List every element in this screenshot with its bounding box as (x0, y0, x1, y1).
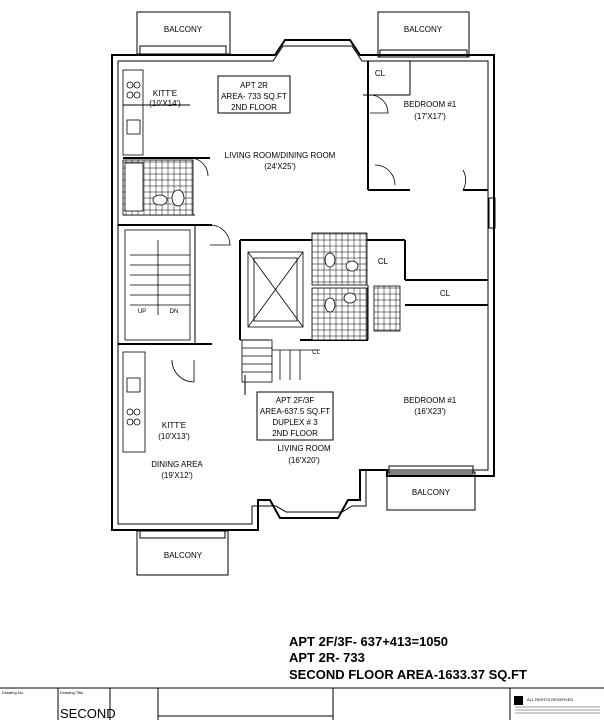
svg-text:KITT'E: KITT'E (161, 421, 187, 430)
svg-text:CL: CL (377, 257, 389, 266)
svg-text:BEDROOM #1: BEDROOM #1 (403, 396, 457, 405)
svg-text:2ND FLOOR: 2ND FLOOR (272, 429, 318, 438)
svg-text:(17'X17'): (17'X17') (414, 112, 446, 121)
label-dining-area (151, 460, 203, 480)
svg-text:SECOND: SECOND (60, 706, 116, 720)
svg-text:BALCONY: BALCONY (163, 25, 203, 34)
svg-text:BALCONY: BALCONY (411, 488, 451, 497)
svg-text:BALCONY: BALCONY (163, 551, 203, 560)
kitchen-top-fixtures (123, 70, 143, 155)
kitchen-bottom-fixtures (123, 352, 145, 452)
svg-text:CL: CL (439, 289, 451, 298)
label-living-dining (225, 151, 336, 171)
svg-text:(16'X23'): (16'X23') (414, 407, 446, 416)
central-atrium (242, 252, 320, 382)
svg-text:2ND FLOOR: 2ND FLOOR (231, 103, 277, 112)
svg-text:(24'X25'): (24'X25') (264, 162, 296, 171)
svg-text:DUPLEX # 3: DUPLEX # 3 (272, 418, 318, 427)
svg-text:(19'X12'): (19'X12') (161, 471, 193, 480)
svg-text:APT 2F/3F: APT 2F/3F (275, 396, 315, 405)
bathroom-right (312, 233, 400, 340)
label-kitchen-top (149, 89, 181, 108)
label-bedroom-top (404, 100, 457, 121)
svg-text:(10'X13'): (10'X13') (158, 432, 190, 441)
svg-text:DINING AREA: DINING AREA (151, 460, 203, 469)
area-summary (289, 634, 527, 682)
balcony-top-right (378, 12, 469, 57)
svg-text:Drawing No.: Drawing No. (2, 690, 25, 695)
label-apt-2f3f (257, 392, 333, 440)
label-living-room (277, 444, 331, 465)
bathroom-top (123, 160, 193, 215)
svg-text:BALCONY: BALCONY (403, 25, 443, 34)
svg-text:ALL RIGHTS RESERVED: ALL RIGHTS RESERVED (527, 697, 574, 702)
svg-text:CL: CL (374, 69, 386, 78)
svg-text:CL: CL (312, 350, 320, 356)
svg-text:LIVING ROOM/DINING ROOM: LIVING ROOM/DINING ROOM (224, 151, 336, 160)
svg-text:AREA-637.5 SQ.FT: AREA-637.5 SQ.FT (259, 407, 331, 416)
svg-text:APT 2R: APT 2R (240, 81, 268, 90)
title-block (0, 688, 604, 720)
svg-text:UP: UP (137, 309, 147, 315)
svg-text:KITT'E: KITT'E (152, 89, 178, 98)
label-apt-2r (218, 76, 290, 113)
svg-text:(16'X20'): (16'X20') (288, 456, 320, 465)
svg-text:(10'X14'): (10'X14') (149, 99, 181, 108)
balcony-bottom (137, 531, 228, 575)
svg-text:SECOND FLOOR AREA-1633.37 SQ.F: SECOND FLOOR AREA-1633.37 SQ.FT (289, 667, 527, 682)
label-kitchen-bottom (158, 421, 190, 441)
svg-text:APT 2F/3F- 637+413=1050: APT 2F/3F- 637+413=1050 (289, 634, 448, 649)
svg-text:AREA- 733 SQ.FT: AREA- 733 SQ.FT (221, 92, 287, 101)
svg-text:LIVING ROOM: LIVING ROOM (277, 444, 331, 453)
svg-text:DN: DN (169, 309, 179, 315)
svg-text:BEDROOM #1: BEDROOM #1 (403, 100, 457, 109)
stair-left (125, 230, 190, 340)
balcony-top-left (137, 12, 230, 54)
label-bedroom-bottom (404, 396, 457, 416)
svg-text:Drawing Title: Drawing Title (60, 690, 84, 695)
svg-text:APT 2R- 733: APT 2R- 733 (289, 650, 365, 665)
balcony-right (387, 466, 475, 510)
